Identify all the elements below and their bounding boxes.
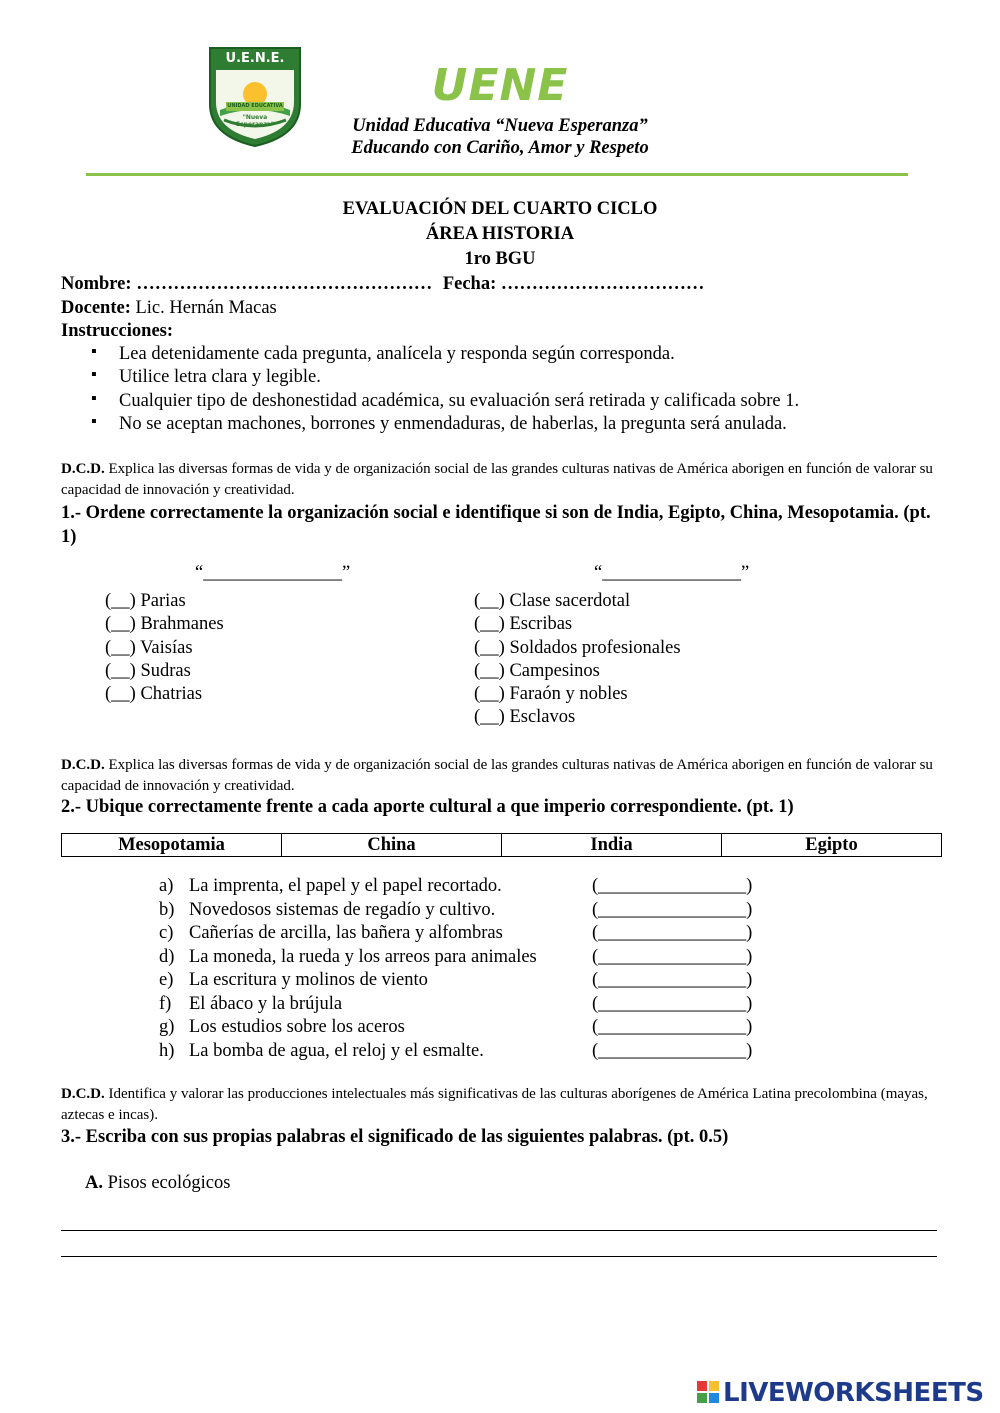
- item-letter: d): [159, 946, 175, 967]
- dcd-text: Explica las diversas formas de vida y de organización social de las grandes culturas nativas de América aborigen en función de valorar su capacidad de innovación y creatividad.: [61, 757, 933, 794]
- dcd-label: D.C.D.: [61, 757, 105, 773]
- item-text: La imprenta, el papel y el papel recortado.: [189, 876, 502, 896]
- q1-left-item[interactable]: (__) Chatrias: [105, 684, 203, 705]
- school-motto: Educando con Cariño, Amor y Respeto: [351, 138, 649, 158]
- list-item: [159, 969, 779, 993]
- item-text: La escritura y molinos de viento: [189, 970, 428, 990]
- brand-title: UENE: [431, 60, 569, 111]
- answer-blank[interactable]: (________________): [592, 899, 753, 920]
- header-divider: [86, 173, 908, 176]
- name-row: [61, 274, 704, 295]
- q1-left-item[interactable]: (__) Sudras: [105, 660, 191, 681]
- dcd-1: [61, 459, 941, 501]
- dcd-2: [61, 755, 941, 797]
- dcd-3: [61, 1084, 941, 1126]
- q1-left-item[interactable]: (__) Brahmanes: [105, 614, 224, 635]
- instruction-item: ▪ Cualquier tipo de deshonestidad académica, su evaluación será retirada y calificada sobre 1.: [89, 391, 969, 414]
- item-letter: e): [159, 970, 174, 990]
- list-item: [159, 899, 779, 923]
- item-letter: h): [159, 1040, 175, 1061]
- liveworksheets-text: LIVEWORKSHEETS: [723, 1378, 984, 1408]
- empire-china: China: [282, 834, 502, 857]
- answer-blank[interactable]: (________________): [592, 993, 753, 1014]
- question-1: 1.- Ordene correctamente la organización social e identifique si son de India, Egipto, China, Mesopotamia. (pt. 1): [61, 503, 931, 547]
- q1-right-item[interactable]: (__) Clase sacerdotal: [474, 591, 631, 611]
- answer-blank[interactable]: (________________): [592, 1017, 753, 1037]
- q1-left-list: [105, 590, 224, 706]
- list-item: [159, 922, 779, 946]
- date-field[interactable]: ……………………………: [500, 274, 705, 294]
- list-item: [159, 993, 779, 1017]
- answer-blank[interactable]: (________________): [592, 923, 753, 943]
- exam-area: ÁREA HISTORIA: [425, 224, 575, 244]
- instructions-label: Instrucciones:: [61, 321, 174, 341]
- list-item: [159, 875, 779, 899]
- instructions-list: [89, 344, 969, 437]
- item-text: El ábaco y la brújula: [189, 993, 343, 1014]
- instruction-item: ▪ Utilice letra clara y legible.: [89, 367, 969, 390]
- list-item: [159, 1016, 779, 1040]
- q1-right-item[interactable]: (__) Faraón y nobles: [474, 684, 628, 705]
- dcd-text: Identifica y valorar las producciones intelectuales más significativas de las culturas aborígenes de América Latina precolombina (mayas, aztecas e incas).: [61, 1086, 928, 1123]
- name-label: Nombre:: [61, 274, 132, 294]
- dcd-label: D.C.D.: [61, 1086, 105, 1102]
- item-text: La moneda, la rueda y los arreos para animales: [189, 946, 537, 967]
- answer-line[interactable]: [61, 1230, 937, 1231]
- question-2: 2.- Ubique correctamente frente a cada aporte cultural a que imperio correspondiente. (pt. 1): [61, 797, 794, 817]
- liveworksheets-brand: [697, 1378, 984, 1408]
- instruction-item: ▪ Lea detenidamente cada pregunta, analícela y responda según corresponda.: [89, 344, 969, 367]
- item-letter: g): [159, 1017, 175, 1037]
- item-text: Los estudios sobre los aceros: [189, 1017, 405, 1037]
- list-item: [159, 946, 779, 970]
- item-text: Cañerías de arcilla, las bañera y alfombras: [189, 923, 503, 943]
- date-label: Fecha:: [442, 274, 497, 294]
- q1-left-title-blank[interactable]: “_______________”: [195, 563, 351, 583]
- dcd-text: Explica las diversas formas de vida y de organización social de las grandes culturas nativas de América aborigen en función de valorar su capacidad de innovación y creatividad.: [61, 461, 933, 498]
- q1-right-item[interactable]: (__) Escribas: [474, 614, 573, 635]
- item-text: Novedosos sistemas de regadío y cultivo.: [189, 899, 496, 920]
- exam-title: EVALUACIÓN DEL CUARTO CICLO: [342, 199, 658, 219]
- exam-grade: 1ro BGU: [464, 249, 536, 269]
- liveworksheets-icon: [697, 1381, 719, 1403]
- list-item: [159, 1040, 779, 1064]
- teacher-name: Lic. Hernán Macas: [135, 298, 277, 318]
- logo-text: U.E.N.E.: [225, 51, 285, 66]
- q1-left-item[interactable]: (__) Parias: [105, 591, 186, 611]
- name-field[interactable]: …………………………………………: [136, 274, 433, 294]
- item-text: La bomba de agua, el reloj y el esmalte.: [189, 1040, 484, 1061]
- q1-right-list: [474, 590, 681, 730]
- answer-line[interactable]: [61, 1256, 937, 1257]
- item-letter: b): [159, 899, 175, 920]
- contributions-list: [159, 875, 779, 1063]
- logo-banner: UNIDAD EDUCATIVA: [227, 103, 283, 109]
- teacher-row: [61, 298, 277, 319]
- q1-right-item[interactable]: (__) Soldados profesionales: [474, 637, 681, 658]
- empire-egipto: Egipto: [722, 834, 942, 857]
- q3-item: [85, 1173, 230, 1194]
- item-letter: c): [159, 923, 174, 943]
- item-letter: a): [159, 876, 174, 896]
- logo-subtitle: "Nueva Esperanza": [236, 114, 274, 128]
- q3-item-text: Pisos ecológicos: [107, 1173, 231, 1193]
- school-name: Unidad Educativa “Nueva Esperanza”: [352, 116, 648, 136]
- empire-india: India: [502, 834, 722, 857]
- dcd-label: D.C.D.: [61, 461, 105, 477]
- q3-item-letter: A.: [85, 1173, 103, 1193]
- answer-blank[interactable]: (________________): [592, 946, 753, 967]
- teacher-label: Docente:: [61, 298, 131, 318]
- answer-blank[interactable]: (________________): [592, 876, 753, 896]
- answer-blank[interactable]: (________________): [592, 970, 753, 990]
- empires-table: [61, 833, 942, 857]
- q1-left-item[interactable]: (__) Vaisías: [105, 637, 193, 658]
- q1-right-item[interactable]: (__) Campesinos: [474, 660, 600, 681]
- empire-mesopotamia: Mesopotamia: [62, 834, 282, 857]
- answer-blank[interactable]: (________________): [592, 1040, 753, 1061]
- q1-right-title-blank[interactable]: “_______________”: [594, 563, 750, 583]
- item-letter: f): [159, 993, 172, 1014]
- q1-right-item[interactable]: (__) Esclavos: [474, 707, 576, 728]
- question-3: 3.- Escriba con sus propias palabras el significado de las siguientes palabras. (pt. 0.5): [61, 1127, 729, 1147]
- instruction-item: ▪ No se aceptan machones, borrones y enmendaduras, de haberlas, la pregunta será anulada.: [89, 414, 969, 437]
